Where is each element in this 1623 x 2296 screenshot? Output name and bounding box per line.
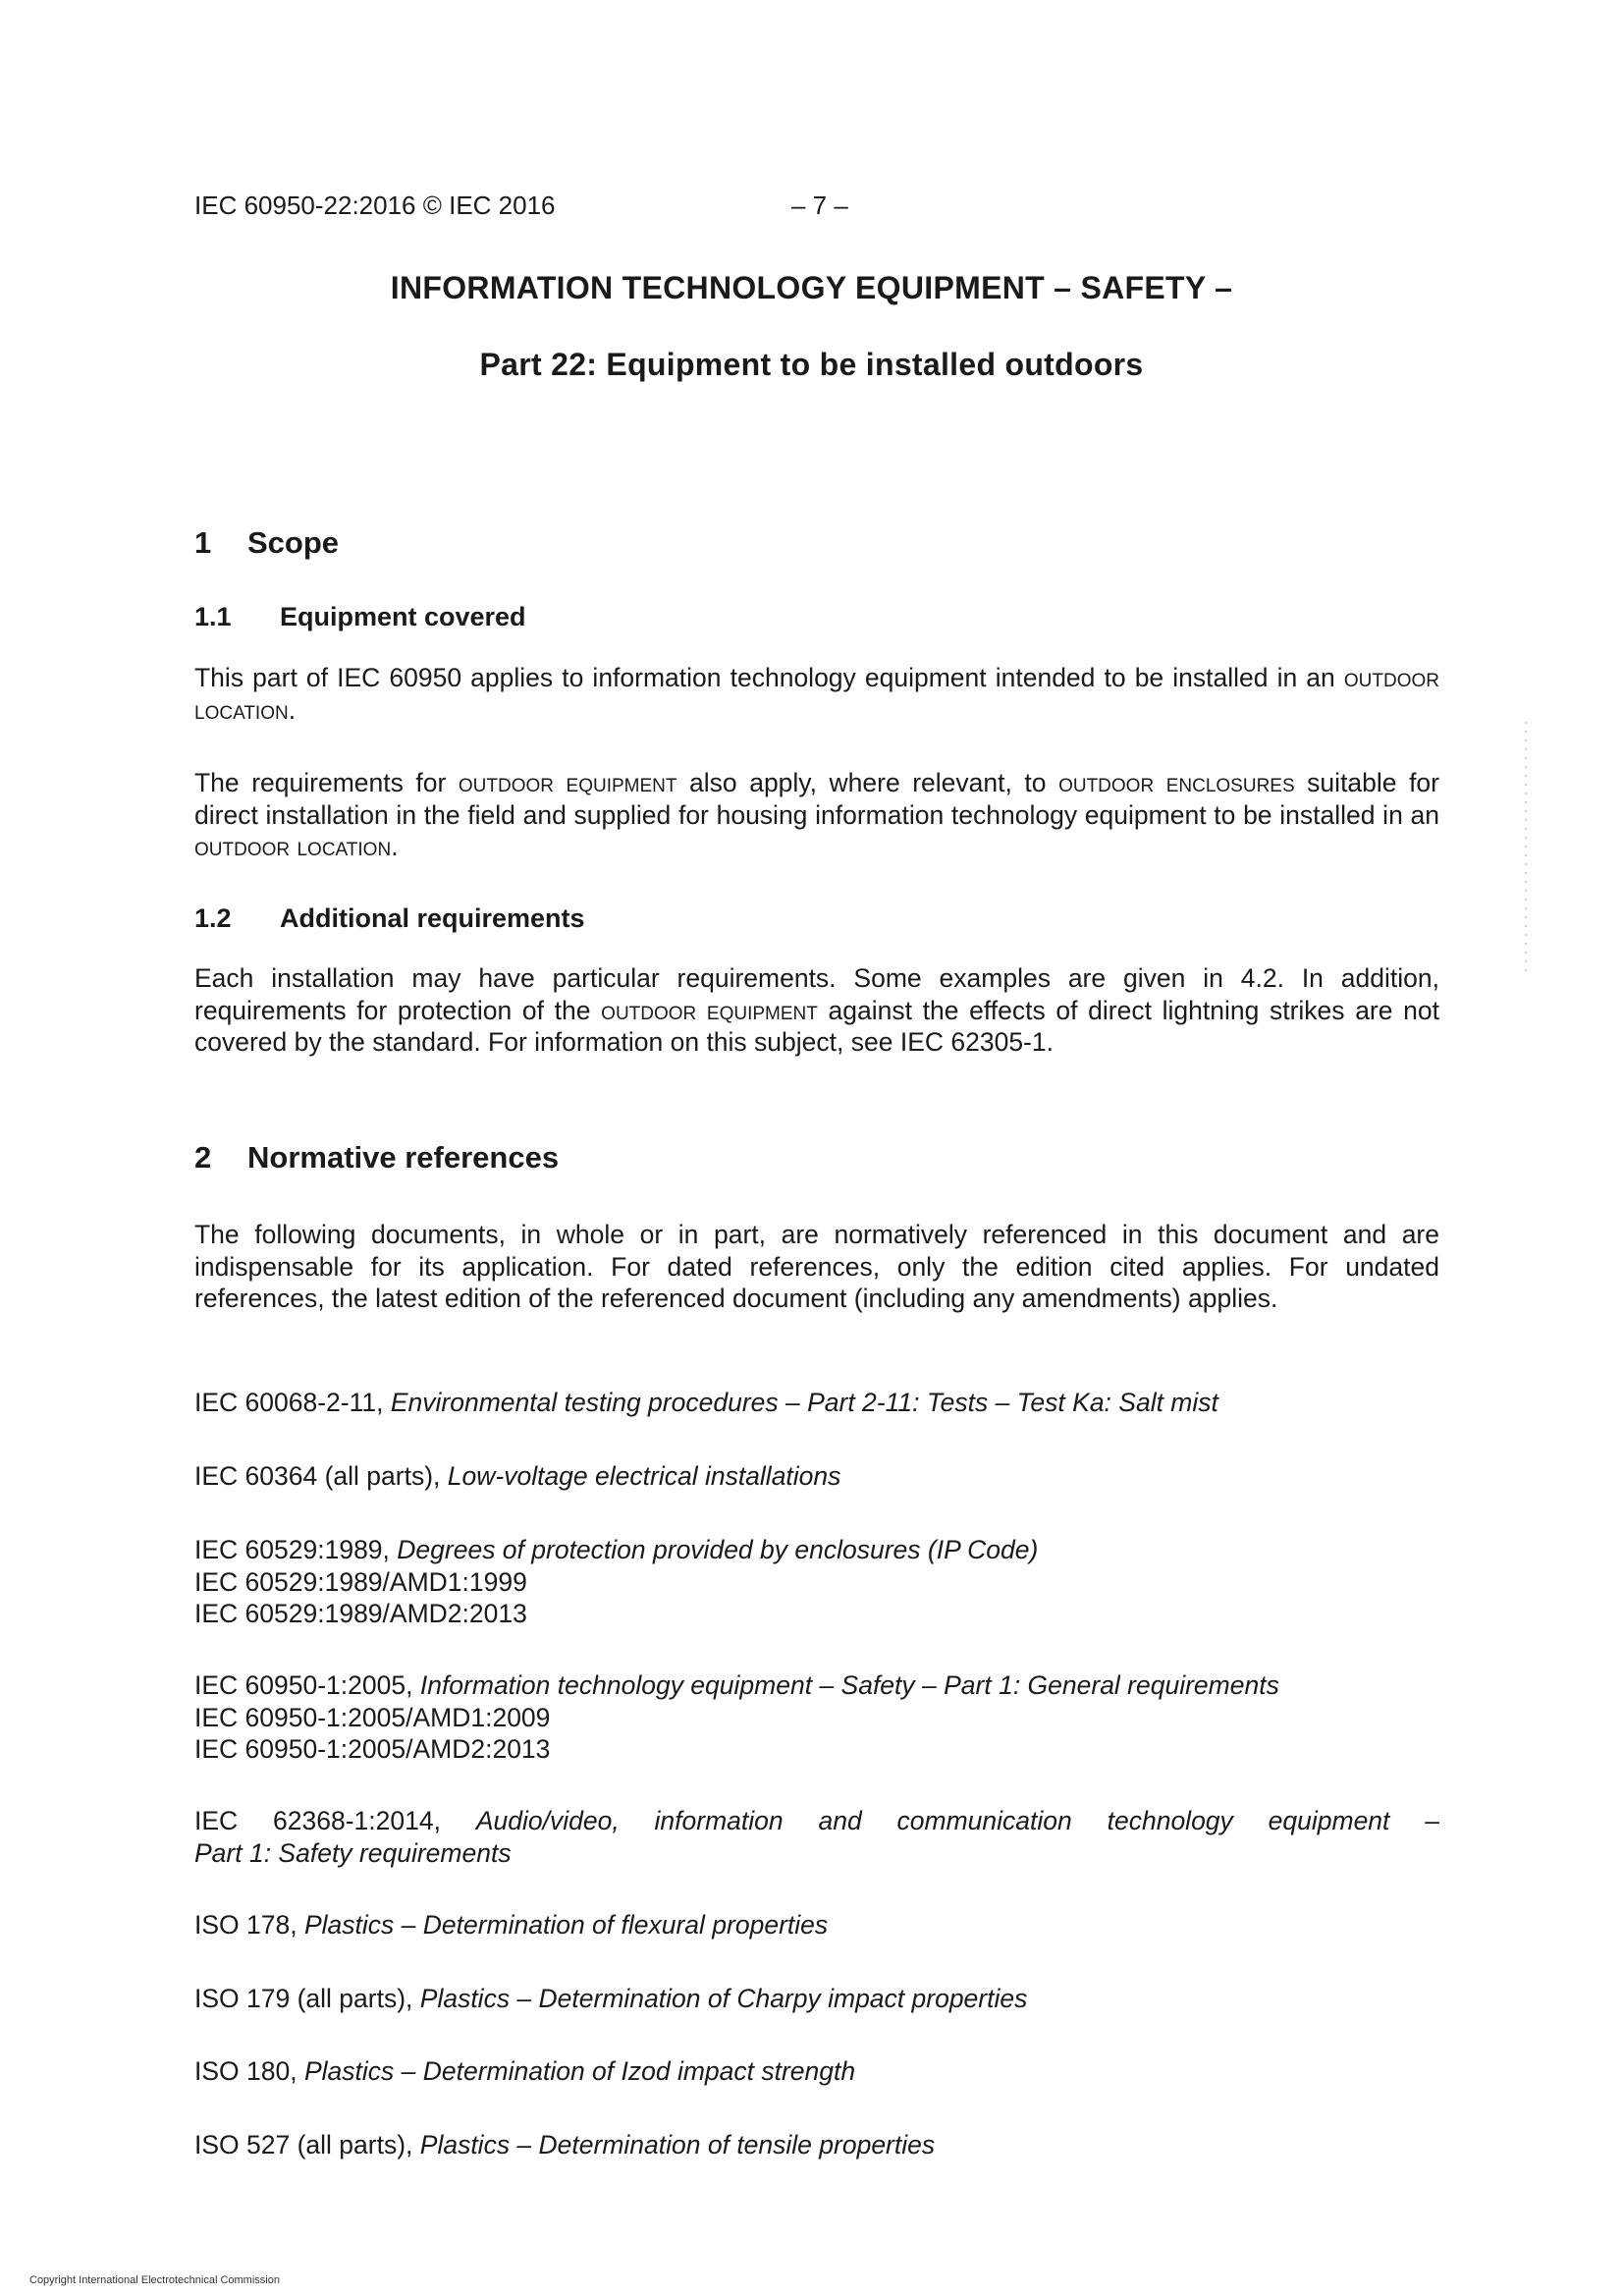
section-title: Normative references xyxy=(247,1140,560,1175)
defined-term: outdoor location xyxy=(194,663,1439,725)
copyright-footer: Copyright International Electrotechnical Commission xyxy=(29,2274,280,2286)
paragraph xyxy=(194,962,1439,1059)
page-number: – 7 – xyxy=(791,191,848,220)
reference-entry xyxy=(194,2055,1439,2088)
section-title: Scope xyxy=(247,525,340,560)
reference-code: ISO 180, xyxy=(194,2056,304,2086)
reference-title: Plastics – Determination of Charpy impact properties xyxy=(419,1984,1028,2013)
paragraph-text: . xyxy=(391,832,399,861)
defined-term: outdoor equipment xyxy=(601,995,818,1025)
reference-entry xyxy=(194,1534,1439,1630)
reference-code: IEC 60068-2-11, xyxy=(194,1388,391,1417)
reference-line xyxy=(194,1669,1439,1702)
paragraph-text: The requirements for xyxy=(194,768,459,797)
document-subtitle: Part 22: Equipment to be installed outdoors xyxy=(479,347,1144,382)
reference-amendment: IEC 60529:1989/AMD2:2013 xyxy=(194,1599,527,1628)
reference-amendment: IEC 60950-1:2005/AMD1:2009 xyxy=(194,1702,551,1732)
defined-term: outdoor equipment xyxy=(458,768,677,797)
reference-entry xyxy=(194,2129,1439,2161)
reference-code: ISO 527 (all parts), xyxy=(194,2130,420,2159)
reference-amendment: IEC 60950-1:2005/AMD2:2013 xyxy=(194,1734,551,1764)
section-number: 1.1 xyxy=(194,602,232,631)
reference-code: IEC 62368-1:2014, xyxy=(194,1806,476,1835)
reference-title: Degrees of protection provided by enclosures (IP Code) xyxy=(397,1535,1039,1564)
paragraph-text: against the effects of direct lightning strikes are not covered by the standard. For information on this subject, see IEC 62305-1. xyxy=(194,995,1439,1057)
reference-title: Low-voltage electrical installations xyxy=(447,1461,841,1491)
reference-code: IEC 60950-1:2005, xyxy=(194,1670,420,1700)
reference-title: Audio/video, information and communication technology equipment – xyxy=(475,1806,1439,1835)
paragraph-text: suitable for direct installation in the field and supplied for housing information technology equipment to be installed in an xyxy=(194,768,1439,830)
paragraph-text: also apply, where relevant, to xyxy=(676,768,1059,797)
paragraph-text: Each installation may have particular requirements. Some examples are given in 4.2. In addition, requirements for protection of the xyxy=(194,963,1439,1025)
reference-entry xyxy=(194,1983,1439,2015)
scan-artifact-dots xyxy=(1525,722,1527,977)
section-2-heading xyxy=(194,1140,559,1175)
paragraph: The following documents, in whole or in part, are normatively referenced in this document and are indispensable for its application. For dated references, only the edition cited applies. For undated references, the latest edition of the referenced document (including any amendments) applies. xyxy=(194,1220,1439,1313)
reference-code: ISO 178, xyxy=(194,1910,304,1940)
reference-line xyxy=(194,1534,1439,1566)
section-title: Equipment covered xyxy=(280,602,526,631)
reference-title: Environmental testing procedures – Part 2-11: Tests – Test Ka: Salt mist xyxy=(390,1388,1218,1417)
reference-title: Information technology equipment – Safety – Part 1: General requirements xyxy=(419,1670,1279,1700)
paragraph-text: This part of IEC 60950 applies to information technology equipment intended to be installed in an xyxy=(194,663,1344,692)
reference-code: IEC 60529:1989, xyxy=(194,1535,398,1564)
reference-title: Part 1: Safety requirements xyxy=(194,1837,512,1868)
document-title: INFORMATION TECHNOLOGY EQUIPMENT – SAFETY – xyxy=(390,270,1233,305)
reference-entry xyxy=(194,1805,1439,1869)
reference-line xyxy=(194,1805,1439,1837)
reference-title: Plastics – Determination of flexural properties xyxy=(303,1910,829,1940)
reference-entry xyxy=(194,1387,1439,1419)
reference-entry xyxy=(194,1909,1439,1941)
reference-amendment: IEC 60529:1989/AMD1:1999 xyxy=(194,1566,527,1597)
document-id: IEC 60950-22:2016 © IEC 2016 xyxy=(194,191,556,220)
section-title: Additional requirements xyxy=(280,903,585,933)
reference-code: ISO 179 (all parts), xyxy=(194,1984,420,2013)
reference-entry xyxy=(194,1460,1439,1493)
defined-term: outdoor location xyxy=(194,832,392,861)
paragraph xyxy=(194,662,1439,726)
reference-entry xyxy=(194,1669,1439,1766)
section-1-2-heading xyxy=(194,903,585,934)
reference-code: IEC 60364 (all parts), xyxy=(194,1461,448,1491)
section-1-1-heading xyxy=(194,602,526,632)
reference-title: Plastics – Determination of Izod impact strength xyxy=(303,2056,856,2086)
reference-title: Plastics – Determination of tensile properties xyxy=(419,2130,936,2159)
paragraph-text: . xyxy=(288,694,297,725)
section-number: 1.2 xyxy=(194,903,232,933)
section-1-heading xyxy=(194,525,339,561)
section-number: 1 xyxy=(194,525,212,560)
defined-term: outdoor enclosures xyxy=(1058,768,1295,797)
paragraph xyxy=(194,767,1439,863)
reference-line xyxy=(194,1837,1439,1870)
section-number: 2 xyxy=(194,1140,212,1175)
